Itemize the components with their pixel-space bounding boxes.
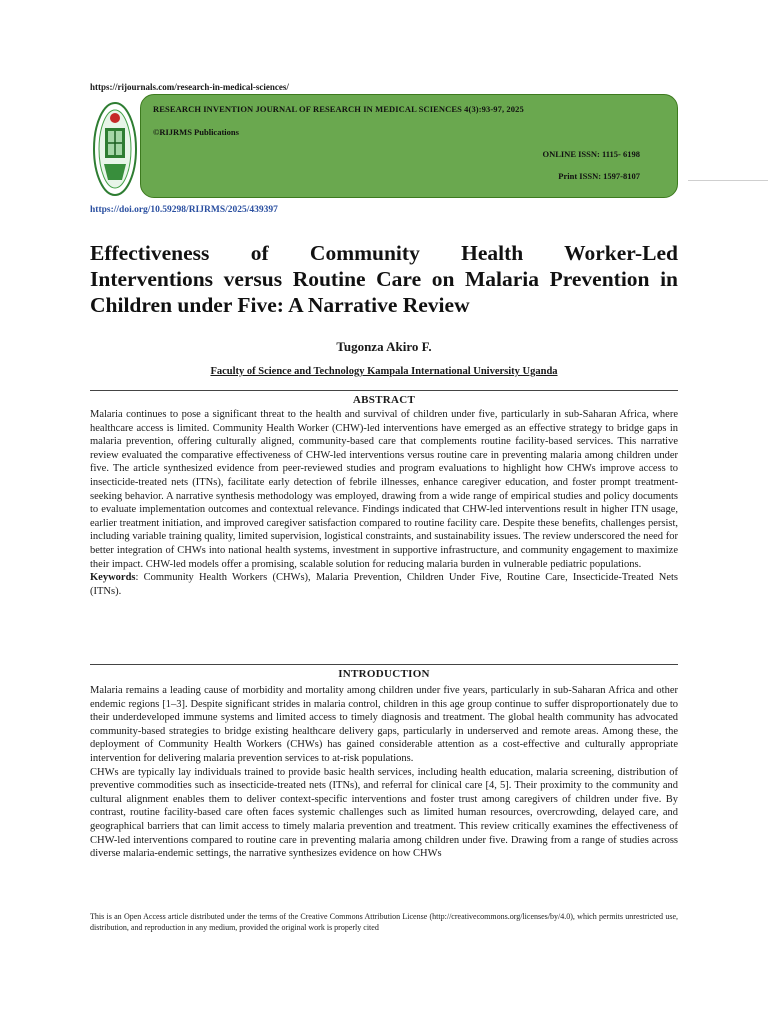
divider-middle <box>90 664 678 665</box>
abstract-heading: ABSTRACT <box>352 394 416 406</box>
abstract-text: Malaria continues to pose a significant threat to the health and survival of children under five, particularly in sub-Saharan Africa, where healthcare access is limited. Community Health Worker (CHW)-led interventions have emerged as an effective strategy to bridge gaps in malaria prevention, offering culturally aligned, community-based care that complements routine facility-based services. This narrative review evaluated the comparative effectiveness of CHW-led interventions versus routine care in preventing malaria among children under five. The article synthesized evidence from peer-reviewed studies and program evaluations to highlight how CHWs improve access to insecticide-treated nets (ITNs), facilitate early detection of febrile illnesses, enhance caregiver education, and foster prompt treatment-seeking behavior. A narrative synthesis methodology was employed, drawing from a wide range of empirical studies and policy documents to evaluate implementation outcomes and contextual relevance. Findings indicated that CHW-led interventions result in higher ITN usage, earlier treatment initiation, and improved caregiver satisfaction compared to routine facility care. Despite these benefits, challenges persist, including variable training quality, limited supervision, logistical constraints, and sustainability issues. The review underscored the need for better integration of CHWs into national health systems, investment in supportive infrastructure, and community engagement to maximize their impact. CHW-led models offer a promising, scalable solution for reducing malaria burden in vulnerable pediatric populations. <box>90 409 678 570</box>
journal-url[interactable]: https://rijournals.com/research-in-medical-sciences/ <box>90 82 289 92</box>
abstract-body <box>90 408 678 598</box>
intro-paragraph-1: Malaria remains a leading cause of morbidity and mortality among children under five years, particularly in sub-Saharan Africa and other endemic regions [1–3]. Despite significant strides in malaria control, children in this age group continue to suffer disproportionately due to their underdeveloped immune systems and limited access to timely diagnosis and treatment. The global health community has advocated community-based strategies to bridge existing healthcare delivery gaps, particularly in underserved and remote areas. Among these, the deployment of Community Health Workers (CHWs) has gained considerable attention as a cost-effective and culturally appropriate intervention for delivering malaria prevention services to at-risk populations. <box>90 685 678 764</box>
doi-link[interactable]: https://doi.org/10.59298/RIJRMS/2025/439397 <box>90 205 278 215</box>
title-line-3: Children under Five: A Narrative Review <box>90 293 470 317</box>
keywords-text: : Community Health Workers (CHWs), Malaria Prevention, Children Under Five, Routine Care, Insecticide-Treated Nets (ITNs). <box>90 572 678 597</box>
side-divider <box>688 180 768 181</box>
article-title <box>90 240 678 318</box>
title-line-1: Effectiveness of Community Health Worker-Led <box>90 241 678 265</box>
license-notice: This is an Open Access article distributed under the terms of the Creative Commons Attribution License (http://creativecommons.org/licenses/by/4.0), which permits unrestricted use, distribution, and reproduction in any medium, provided the original work is properly cited <box>90 912 678 933</box>
intro-paragraph-2: CHWs are typically lay individuals trained to provide basic health services, including health education, malaria screening, distribution of preventive commodities such as insecticide-treated nets (ITNs), and referral for clinical care [4, 5]. Their proximity to the community and cultural alignment enables them to deliver context-specific interventions and foster trust among caregivers of children under five. By contrast, routine facility-based care often faces systemic challenges such as limited human resources, overcrowding, delayed care, and geographical barriers that can limit access to timely malaria prevention and treatment. This review critically examines the effectiveness of CHW-led interventions compared to routine care in preventing malaria among children under five. Drawing from a range of studies across diverse malaria-endemic settings, the narrative synthesizes evidence on how CHWs <box>90 766 678 860</box>
divider-top <box>90 390 678 391</box>
journal-name: RESEARCH INVENTION JOURNAL OF RESEARCH IN MEDICAL SCIENCES 4(3):93-97, 2025 <box>153 104 524 114</box>
introduction-heading: INTRODUCTION <box>338 668 430 680</box>
author-name: Tugonza Akiro F. <box>336 339 432 354</box>
title-line-2: Interventions versus Routine Care on Malaria Prevention in <box>90 267 678 291</box>
keywords-label: Keywords <box>90 572 136 584</box>
affiliation-text: Faculty of Science and Technology Kampala International University Uganda <box>210 366 558 377</box>
publisher-name: ©RIJRMS Publications <box>153 127 239 137</box>
journal-logo-icon <box>92 100 138 198</box>
author-affiliation <box>0 366 768 377</box>
print-issn: Print ISSN: 1597-8107 <box>558 171 640 181</box>
online-issn: ONLINE ISSN: 1115- 6198 <box>542 149 640 159</box>
introduction-body <box>90 684 678 861</box>
journal-banner <box>140 94 678 198</box>
